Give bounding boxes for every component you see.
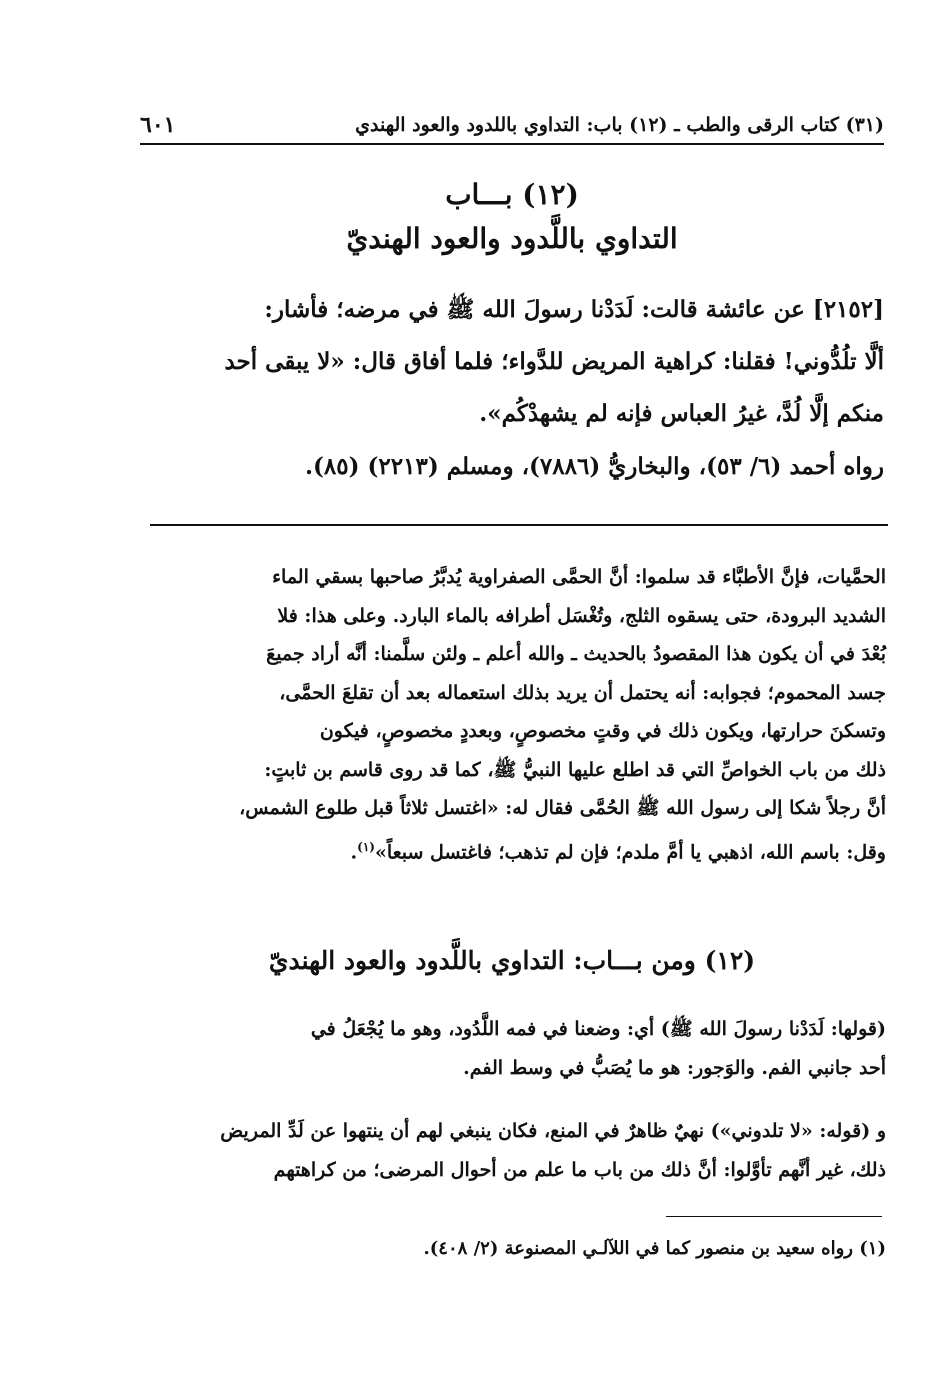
hadith-line: ألَّا تلُدُّوني! فقلنا: كراهية المريض للدَّواء؛ فلما أفاق قال: «لا يبقى أحد (224, 348, 884, 375)
commentary-line: ذلك، غير أنَّهم تأوَّلوا: أنَّ ذلك من باب ما علم من أحوال المرضى؛ من كراهتهم (273, 1158, 886, 1181)
hadith-line: منكم إلَّا لُدَّ، غيرُ العباس فإنه لم يشهدْكُم». (479, 400, 884, 427)
line-end-mark: . (350, 840, 358, 863)
footnote: (١) رواه سعيد بن منصور كما في اللآلـي المصنوعة (٢/ ٤٠٨). (423, 1238, 886, 1259)
page-number: ٦٠١ (140, 112, 176, 138)
commentary-paragraph-2 (140, 1010, 886, 1087)
commentary-line: الحمَّيات، فإنَّ الأطبَّاء قد سلموا: أنَّ الحمَّى الصفراوية يُدبَّرُ صاحبها بسقي الماء (272, 566, 886, 588)
commentary-line: أنَّ رجلاً شكا إلى رسول الله ﷺ الحُمَّى فقال له: «اغتسل ثلاثاً قبل طلوع الشمس، (239, 797, 886, 819)
hadith-text (140, 284, 884, 440)
chapter-heading: (١٢) بـــاب (445, 178, 579, 211)
commentary-line: (قولها: لَدَدْنا رسولَ الله ﷺ) أي: وضعنا في فمه اللَّدُود، وهو ما يُجْعَلُ في (310, 1018, 886, 1040)
commentary-line: و (قوله: «لا تلدوني») نهيٌ ظاهرٌ في المنع، فكان ينبغي لهم أن ينتهوا عن لَدِّ المريض (220, 1120, 886, 1142)
running-header-title: (٣١) كتاب الرقى والطب ـ (١٢) باب: التداوي باللدود والعود الهندي (355, 114, 884, 136)
commentary-line: أحد جانبي الفم. والوَجور: هو ما يُصَبُّ في وسط الفم. (463, 1056, 886, 1079)
commentary-line: الشديد البرودة، حتى يسقوه الثلج، وتُغْسَل أطرافه بالماء البارد. وعلى هذا: فلا (277, 604, 886, 627)
hadith-source: رواه أحمد (٦/ ٥٣)، والبخاريُّ (٧٨٨٦)، ومسلم (٢٢١٣) (٨٥). (305, 453, 884, 480)
footnote-divider (666, 1216, 882, 1217)
commentary-paragraph-1 (140, 558, 886, 871)
commentary-line: ذلك من باب الخواصِّ التي قد اطلع عليها النبيُّ ﷺ، كما قد روى قاسم بن ثابتٍ: (264, 758, 886, 781)
commentary-line-text: وقل: باسم الله، اذهبي يا أمَّ ملدم؛ فإن لم تذهب؛ فاغتسل سبعاً» (374, 840, 886, 863)
footnote-reference[interactable]: (١) (357, 839, 375, 854)
commentary-line (140, 828, 886, 872)
commentary-line: بُعْدَ في أن يكون هذا المقصودُ بالحديث ـ والله أعلم ـ ولئن سلَّمنا: أنَّه أراد جميعَ (266, 643, 886, 665)
commentary-paragraph-3 (46, 1112, 886, 1189)
running-header (140, 108, 884, 142)
section-divider (150, 524, 888, 526)
chapter-title: التداوي باللَّدود والعود الهنديّ (346, 222, 678, 255)
commentary-line: وتسكنَ حرارتها، ويكون ذلك في وقتٍ مخصوصٍ، وبعددٍ مخصوصٍ، فيكون (319, 720, 886, 742)
section-title: (١٢) ومن بـــاب: التداوي باللَّدود والعود الهنديّ (268, 946, 756, 975)
commentary-line: جسد المحموم؛ فجوابه: أنه يحتمل أن يريد بذلك استعماله بعد أن تقلعَ الحمَّى، (279, 681, 886, 704)
header-divider (140, 143, 884, 145)
hadith-line: [٢١٥٢] عن عائشة قالت: لَدَدْنا رسولَ الله ﷺ في مرضه؛ فأشار: (264, 296, 884, 323)
